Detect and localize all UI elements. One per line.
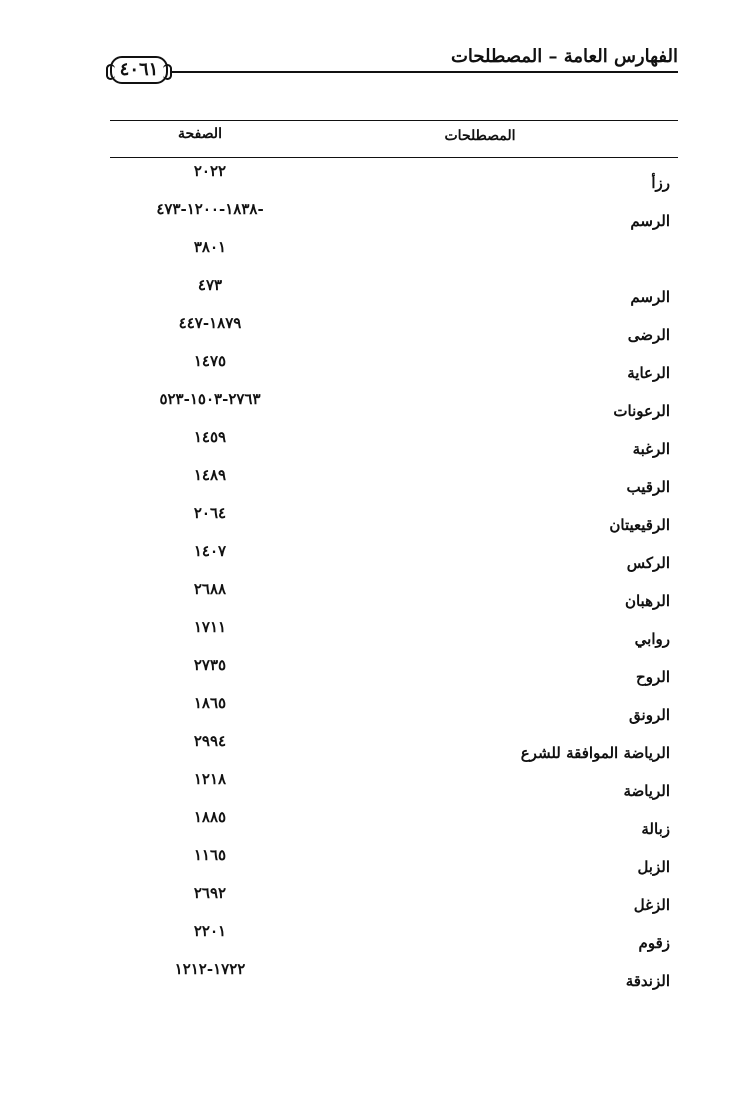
page-refs: ١٨٧٩-٤٤٧ — [178, 314, 242, 332]
page-refs: ٢٧٣٥ — [193, 656, 227, 674]
page-refs: ٢٦٨٨ — [193, 580, 227, 598]
page-refs: ٢٩٩٤ — [193, 732, 227, 750]
term: الرضى — [627, 326, 670, 344]
index-row — [110, 616, 670, 654]
page-refs: ١٤٠٧ — [193, 542, 227, 560]
index-row — [110, 768, 670, 806]
index-row — [110, 654, 670, 692]
index-rows — [110, 160, 670, 996]
term: الرياضة — [623, 782, 670, 800]
page-refs: ٤٧٣ — [197, 276, 223, 294]
term: الرقيعيتان — [609, 516, 670, 534]
page-refs: ١٨٦٥ — [193, 694, 227, 712]
index-row — [110, 312, 670, 350]
term: الزندقة — [625, 972, 670, 990]
term: الروح — [636, 668, 670, 686]
index-row — [110, 236, 670, 274]
table-top-rule — [110, 120, 678, 121]
page-refs: -١٨٣٨-١٢٠٠-٤٧٣ — [156, 200, 264, 218]
term: رزأ — [651, 174, 670, 192]
index-row — [110, 844, 670, 882]
page-refs: ٢٠٢٢ — [193, 162, 227, 180]
page-refs: ١١٦٥ — [193, 846, 227, 864]
table-header-rule — [110, 157, 678, 158]
column-header-terms: المصطلحات — [444, 128, 516, 144]
term: زقوم — [638, 934, 670, 952]
term: الرياضة الموافقة للشرع — [520, 744, 670, 762]
term: روابي — [634, 630, 670, 648]
term: الرعاية — [627, 364, 670, 382]
page-refs: ٢٠٦٤ — [193, 504, 227, 522]
page-refs: ٢٦٩٢ — [193, 884, 227, 902]
term: الزغل — [633, 896, 670, 914]
term: الرسم — [630, 288, 670, 306]
page-refs: ١٤٥٩ — [193, 428, 227, 446]
index-row — [110, 426, 670, 464]
index-row — [110, 198, 670, 236]
index-row — [110, 160, 670, 198]
page-refs: ٢٧٦٣-١٥٠٣-٥٢٣ — [159, 390, 261, 408]
page-number: ٤٠٦١ — [110, 56, 168, 84]
term: زبالة — [641, 820, 670, 838]
term: الرونق — [629, 706, 670, 724]
term: الرغبة — [632, 440, 670, 458]
index-row — [110, 958, 670, 996]
page-refs: ١٤٧٥ — [193, 352, 227, 370]
term: الركس — [626, 554, 670, 572]
term: الرهبان — [624, 592, 670, 610]
index-row — [110, 388, 670, 426]
page-refs: ١٧٢٢-١٢١٢ — [174, 960, 246, 978]
page-refs: ١٧١١ — [193, 618, 227, 636]
term: الزبل — [637, 858, 670, 876]
index-row — [110, 540, 670, 578]
term: الرسم — [630, 212, 670, 230]
page-refs: ١٤٨٩ — [193, 466, 227, 484]
header-rule — [170, 71, 678, 73]
index-row — [110, 274, 670, 312]
page-refs: ١٢١٨ — [193, 770, 227, 788]
running-title: الفهارس العامة – المصطلحات — [450, 46, 678, 67]
term: الرعونات — [613, 402, 670, 420]
page-refs: ٣٨٠١ — [193, 238, 227, 256]
index-row — [110, 806, 670, 844]
index-row — [110, 692, 670, 730]
index-row — [110, 464, 670, 502]
index-row — [110, 350, 670, 388]
index-row — [110, 502, 670, 540]
page-refs: ١٨٨٥ — [193, 808, 227, 826]
page-refs: ٢٢٠١ — [193, 922, 227, 940]
index-row — [110, 882, 670, 920]
index-row — [110, 920, 670, 958]
term: الرقيب — [626, 478, 670, 496]
index-row — [110, 578, 670, 616]
index-row — [110, 730, 670, 768]
column-header-pages: الصفحة — [178, 126, 222, 142]
